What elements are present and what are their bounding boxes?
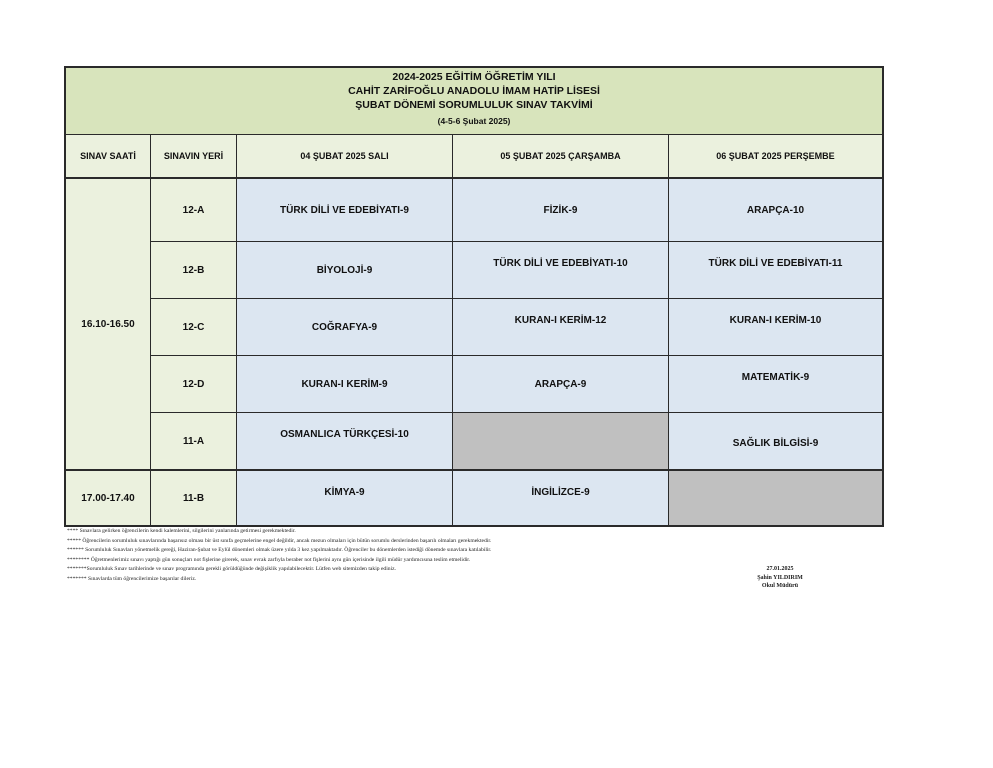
room-12-b: 12-B <box>151 242 237 299</box>
footnote: ******** Öğretmenlerimiz sınavı yaptığı gün sonuçları not fişlerine girerek, sınav evrak zarfıyla beraber not fişlerini aynı gün içerisinde ilgili müdür yardımcısına teslim etmelidir. <box>67 556 471 563</box>
room-12-a: 12-A <box>151 177 237 242</box>
table-title-block <box>66 68 882 135</box>
column-header-day1: 04 ŞUBAT 2025 SALI <box>237 135 453 178</box>
room-12-c: 12-C <box>151 299 237 356</box>
footnote: ***** Öğrencilerin sorumluluk sınavlarında başarısız olması bir üst sınıfa geçmelerine engel değildir, ancak mezun olmaları için bütün sorumlu derslerinden başarılı olmaları gerekmektedir. <box>67 537 492 544</box>
exam-cell: TÜRK DİLİ VE EDEBİYATI-11 <box>669 242 882 299</box>
exam-cell: ARAPÇA-10 <box>669 177 882 242</box>
exam-cell: İNGİLİZCE-9 <box>453 469 669 525</box>
schedule-title: ŞUBAT DÖNEMİ SORUMLULUK SINAV TAKVİMİ <box>355 99 593 111</box>
footnote: **** Sınavlara gelirken öğrencilerin kendi kalemlerini, silgilerini yanlarında getirmesi gerekmektedir. <box>67 528 296 534</box>
exam-cell: FİZİK-9 <box>453 177 669 242</box>
footnote: *******Sorumluluk Sınav tarihlerinde ve sınav programında gerekli görüldüğünde değişiklik yapılabilecektir. Lütfen web sitemizden takip ediniz. <box>67 566 397 573</box>
school-name-title: CAHİT ZARİFOĞLU ANADOLU İMAM HATİP LİSESİ <box>348 85 600 97</box>
time-slot-1: 16.10-16.50 <box>66 177 151 471</box>
room-11-b: 11-B <box>151 469 237 525</box>
exam-schedule-table <box>64 66 884 527</box>
exam-cell: MATEMATİK-9 <box>669 356 882 413</box>
room-12-d: 12-D <box>151 356 237 413</box>
schedule-dates: (4-5-6 Şubat 2025) <box>437 116 511 126</box>
exam-cell: TÜRK DİLİ VE EDEBİYATI-10 <box>453 242 669 299</box>
exam-cell: BİYOLOJİ-9 <box>237 242 453 299</box>
empty-exam-cell <box>669 469 882 525</box>
exam-cell: KİMYA-9 <box>237 469 453 525</box>
exam-cell: COĞRAFYA-9 <box>237 299 453 356</box>
column-header-time: SINAV SAATİ <box>66 135 151 178</box>
exam-cell: ARAPÇA-9 <box>453 356 669 413</box>
empty-exam-cell <box>453 413 669 470</box>
column-header-day2: 05 ŞUBAT 2025 ÇARŞAMBA <box>453 135 669 178</box>
footnotes <box>67 527 707 585</box>
exam-cell: TÜRK DİLİ VE EDEBİYATI-9 <box>237 177 453 242</box>
room-11-a: 11-A <box>151 413 237 470</box>
signature-date: 27.01.2025 <box>766 566 794 572</box>
academic-year-title: 2024-2025 EĞİTİM ÖĞRETİM YILI <box>392 71 556 83</box>
footnote: ****** Sorumluluk Sınavları yönetmelik gereği, Haziran-Şubat ve Eylül dönemleri olmak üzere yılda 3 kez yapılmaktadır. Öğrenciler bu dönemlerden istediği dönemde sınavlara katılabilir. <box>67 547 492 554</box>
exam-cell: KURAN-I KERİM-12 <box>453 299 669 356</box>
signature-block <box>740 565 820 591</box>
signature-name: Şahin YILDIRIM <box>757 574 803 581</box>
signature-title: Okul Müdürü <box>761 583 799 590</box>
exam-cell: SAĞLIK BİLGİSİ-9 <box>669 413 882 470</box>
exam-cell: KURAN-I KERİM-10 <box>669 299 882 356</box>
footnote: ******* Sınavlarda tüm öğrencilerimize başarılar dileriz. <box>67 575 197 582</box>
exam-cell: KURAN-I KERİM-9 <box>237 356 453 413</box>
column-header-place: SINAVIN YERİ <box>151 135 237 178</box>
exam-cell: OSMANLICA TÜRKÇESİ-10 <box>237 413 453 470</box>
time-slot-2: 17.00-17.40 <box>66 469 151 525</box>
column-header-day3: 06 ŞUBAT 2025 PERŞEMBE <box>669 135 882 178</box>
